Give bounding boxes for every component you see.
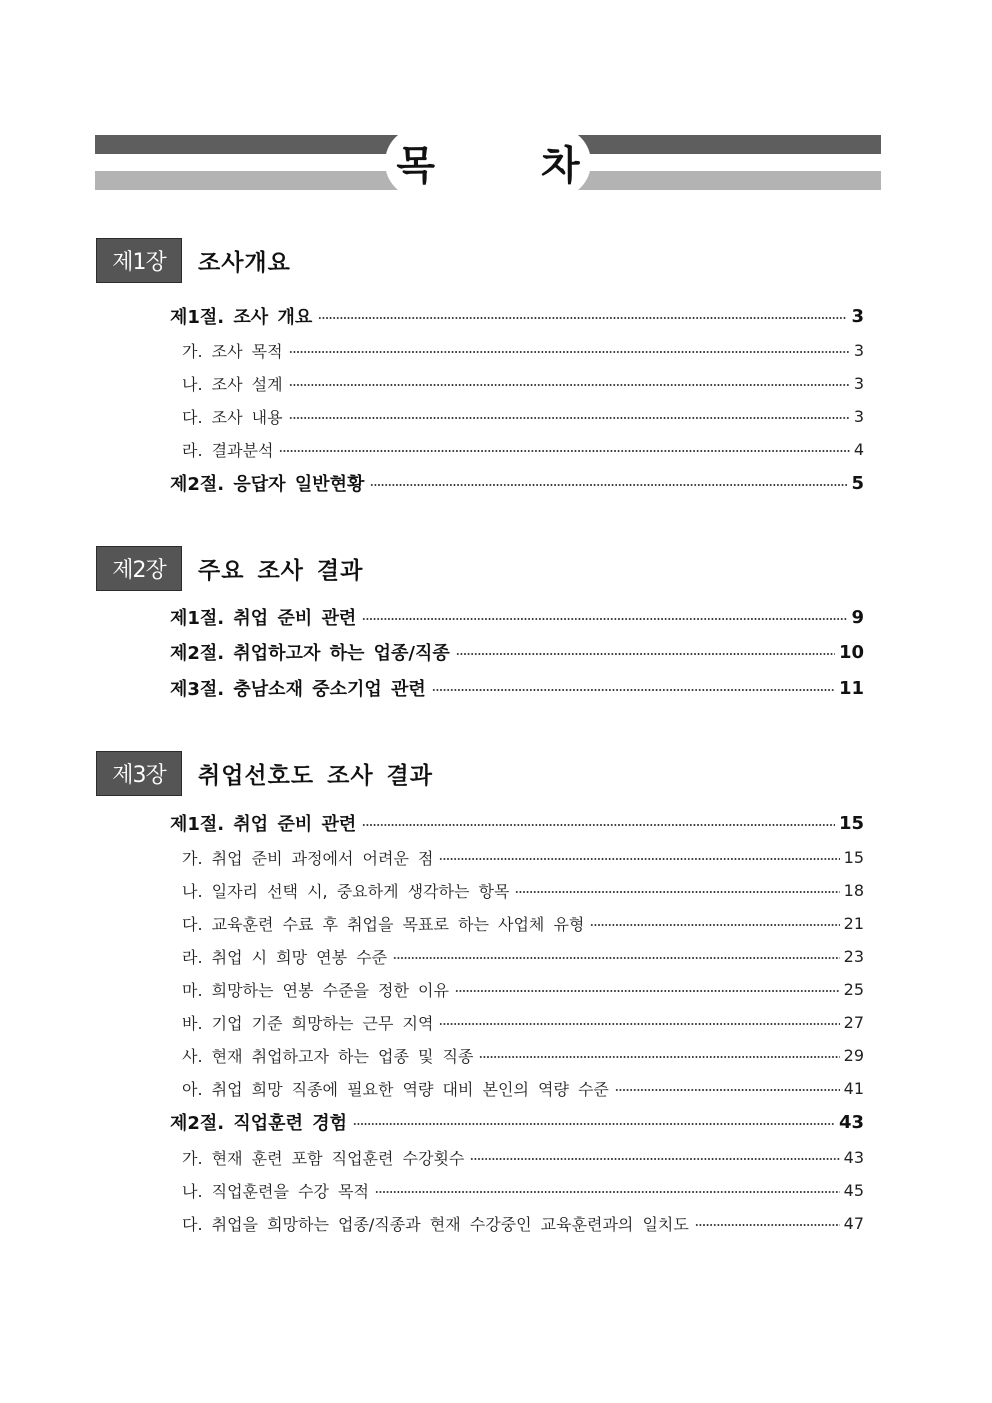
toc-entry-label: 사. 현재 취업하고자 하는 업종 및 직종 xyxy=(182,1046,474,1066)
toc-entry-page: 3 xyxy=(851,305,864,327)
dot-leader xyxy=(470,1158,839,1160)
toc-entry-page: 43 xyxy=(843,1147,864,1167)
toc-entry-page: 43 xyxy=(838,1111,864,1133)
toc-entry-page: 15 xyxy=(838,812,864,834)
toc-entry-label: 라. 결과분석 xyxy=(182,440,274,460)
toc-entry-page: 47 xyxy=(843,1213,864,1233)
toc-entry-item[interactable] xyxy=(182,910,864,936)
toc-entry-item[interactable] xyxy=(182,877,864,903)
toc-entry-page: 3 xyxy=(853,340,864,360)
toc-entry-label: 가. 조사 목적 xyxy=(182,341,283,361)
toc-entry-page: 27 xyxy=(843,1012,864,1032)
toc-entry-item[interactable] xyxy=(182,436,864,462)
dot-leader xyxy=(370,484,847,486)
chapter-title: 조사개요 xyxy=(198,250,291,276)
dot-leader xyxy=(432,689,835,691)
toc-entry-item[interactable] xyxy=(182,976,864,1002)
toc-entry-label: 가. 취업 준비 과정에서 어려운 점 xyxy=(182,848,434,868)
toc-entry-page: 11 xyxy=(838,677,864,699)
toc-entry-item[interactable] xyxy=(182,844,864,870)
toc-entry-label: 제1절. 취업 준비 관련 xyxy=(170,814,357,835)
toc-title-banner xyxy=(95,135,881,190)
toc-entry-section[interactable] xyxy=(170,639,864,665)
dot-leader xyxy=(375,1191,840,1193)
toc-entry-page: 10 xyxy=(838,641,864,663)
toc-entry-item[interactable] xyxy=(182,337,864,363)
toc-entry-page: 23 xyxy=(843,946,864,966)
toc-entry-item[interactable] xyxy=(182,943,864,969)
dot-leader xyxy=(289,417,850,419)
toc-entry-section[interactable] xyxy=(170,604,864,630)
toc-entry-item[interactable] xyxy=(182,1042,864,1068)
toc-entry-page: 3 xyxy=(853,373,864,393)
toc-entry-label: 아. 취업 희망 직종에 필요한 역량 대비 본인의 역량 수준 xyxy=(182,1079,609,1099)
chapter-badge: 제2장 xyxy=(96,546,182,591)
page-title: 목 차 xyxy=(396,143,626,189)
toc-entry-label: 다. 취업을 희망하는 업종/직종과 현재 수강중인 교육훈련과의 일치도 xyxy=(182,1214,689,1234)
toc-entry-item[interactable] xyxy=(182,1144,864,1170)
toc-entry-section[interactable] xyxy=(170,1109,864,1135)
dot-leader xyxy=(456,653,835,655)
toc-entry-label: 제1절. 조사 개요 xyxy=(170,307,313,328)
toc-entry-label: 마. 희망하는 연봉 수준을 정한 이유 xyxy=(182,980,449,1000)
toc-entry-label: 라. 취업 시 희망 연봉 수준 xyxy=(182,947,388,967)
toc-entry-label: 제1절. 취업 준비 관련 xyxy=(170,608,357,629)
toc-entry-item[interactable] xyxy=(182,1210,864,1236)
dot-leader xyxy=(362,618,847,620)
toc-entry-label: 제2절. 응답자 일반현황 xyxy=(170,474,365,495)
dot-leader xyxy=(615,1089,840,1091)
dot-leader xyxy=(393,957,840,959)
dot-leader xyxy=(353,1123,835,1125)
toc-entry-section[interactable] xyxy=(170,675,864,701)
dot-leader xyxy=(515,891,839,893)
toc-entry-label: 가. 현재 훈련 포함 직업훈련 수강횟수 xyxy=(182,1148,465,1168)
toc-entry-page: 25 xyxy=(843,979,864,999)
dot-leader xyxy=(279,450,849,452)
toc-entry-page: 9 xyxy=(851,606,864,628)
chapter-badge: 제1장 xyxy=(96,238,182,283)
toc-entry-label: 제3절. 충남소재 중소기업 관련 xyxy=(170,679,426,700)
chapter-title: 주요 조사 결과 xyxy=(198,558,364,584)
toc-entry-page: 21 xyxy=(843,913,864,933)
toc-entry-page: 4 xyxy=(853,439,864,459)
title-pill xyxy=(385,127,626,198)
toc-entry-item[interactable] xyxy=(182,1075,864,1101)
chapter-2-header xyxy=(96,546,363,591)
dot-leader xyxy=(439,858,839,860)
dot-leader xyxy=(479,1056,839,1058)
chapter-title: 취업선호도 조사 결과 xyxy=(198,763,433,789)
toc-entry-label: 나. 조사 설계 xyxy=(182,374,283,394)
toc-entry-page: 15 xyxy=(843,847,864,867)
toc-entry-label: 바. 기업 기준 희망하는 근무 지역 xyxy=(182,1013,434,1033)
toc-entry-label: 다. 조사 내용 xyxy=(182,407,283,427)
toc-entry-item[interactable] xyxy=(182,1009,864,1035)
chapter-3-header xyxy=(96,751,433,796)
dot-leader xyxy=(289,384,850,386)
chapter-badge: 제3장 xyxy=(96,751,182,796)
dot-leader xyxy=(695,1224,840,1226)
dot-leader xyxy=(289,351,850,353)
dot-leader xyxy=(439,1023,839,1025)
toc-entry-label: 나. 직업훈련을 수강 목적 xyxy=(182,1181,369,1201)
toc-entry-label: 제2절. 직업훈련 경험 xyxy=(170,1113,347,1134)
toc-entry-section[interactable] xyxy=(170,303,864,329)
toc-entry-page: 3 xyxy=(853,406,864,426)
toc-entry-page: 18 xyxy=(843,880,864,900)
toc-entry-page: 29 xyxy=(843,1045,864,1065)
dot-leader xyxy=(455,990,840,992)
toc-entry-label: 나. 일자리 선택 시, 중요하게 생각하는 항목 xyxy=(182,881,510,901)
toc-entry-page: 5 xyxy=(851,472,864,494)
chapter-1-header xyxy=(96,238,291,283)
toc-entry-label: 다. 교육훈련 수료 후 취업을 목표로 하는 사업체 유형 xyxy=(182,914,585,934)
toc-entry-page: 41 xyxy=(843,1078,864,1098)
dot-leader xyxy=(362,824,835,826)
toc-entry-item[interactable] xyxy=(182,403,864,429)
toc-entry-section[interactable] xyxy=(170,810,864,836)
toc-entry-page: 45 xyxy=(843,1180,864,1200)
dot-leader xyxy=(318,317,847,319)
dot-leader xyxy=(590,924,839,926)
toc-entry-item[interactable] xyxy=(182,370,864,396)
toc-entry-section[interactable] xyxy=(170,470,864,496)
toc-entry-label: 제2절. 취업하고자 하는 업종/직종 xyxy=(170,643,450,664)
toc-entry-item[interactable] xyxy=(182,1177,864,1203)
